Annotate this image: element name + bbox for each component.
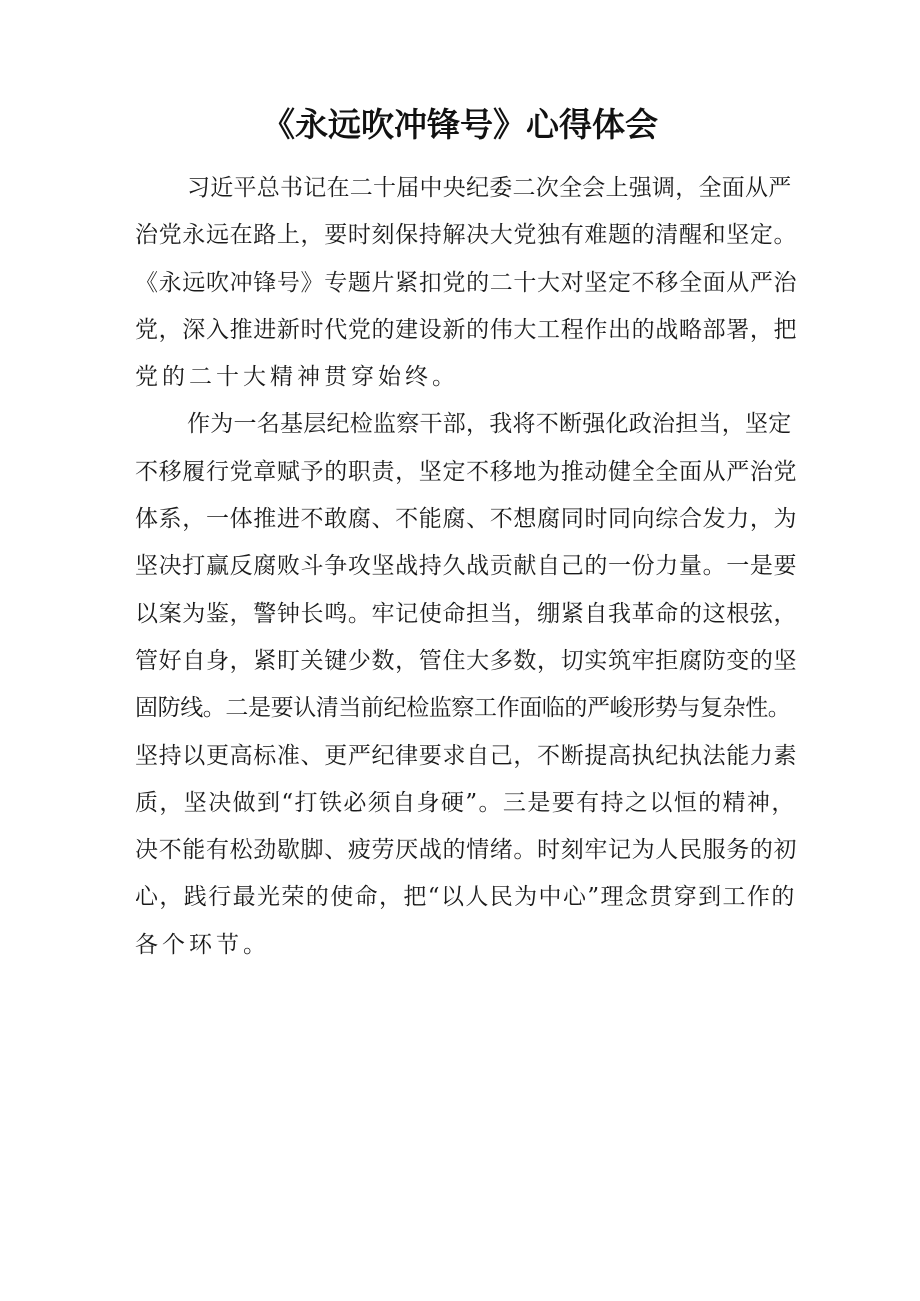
paragraph-line: 决不能有松劲歇脚、疲劳厌战的情绪。时刻牢记为人民服务的初 — [135, 837, 798, 864]
paragraph-line: 固防线。二是要认清当前纪检监察工作面临的严峻形势与复杂性。 — [135, 695, 791, 722]
document-body — [135, 165, 797, 969]
paragraph-2 — [135, 401, 797, 969]
paragraph-line: 心，践行最光荣的使命，把“以人民为中心”理念贯穿到工作的 — [135, 884, 796, 911]
paragraph-line: 党，深入推进新时代党的建设新的伟大工程作出的战略部署，把 — [135, 316, 798, 343]
paragraph-line: 治党永远在路上，要时刻保持解决大党独有难题的清醒和坚定。 — [135, 222, 798, 249]
document-title: 《永远吹冲锋号》心得体会 — [262, 105, 658, 144]
paragraph-line: 《永远吹冲锋号》专题片紧扣党的二十大对坚定不移全面从严治 — [135, 269, 798, 296]
paragraph-line: 坚决打赢反腐败斗争攻坚战持久战贡献自己的一份力量。一是要 — [135, 553, 798, 580]
paragraph-line: 体系，一体推进不敢腐、不能腐、不想腐同时同向综合发力，为 — [135, 506, 798, 533]
paragraph-line: 质，坚决做到“打铁必须自身硬”。三是要有持之以恒的精神， — [135, 789, 796, 816]
paragraph-line: 坚持以更高标准、更严纪律要求自己，不断提高执纪执法能力素 — [135, 742, 798, 769]
paragraph-line: 不移履行党章赋予的职责，坚定不移地为推动健全全面从严治党 — [135, 458, 798, 485]
paragraph-line: 作为一名基层纪检监察干部，我将不断强化政治担当，坚定 — [187, 411, 792, 438]
paragraph-line: 党的二十大精神贯穿始终。 — [135, 364, 459, 391]
paragraph-line: 以案为鉴，警钟长鸣。牢记使命担当，绷紧自我革命的这根弦， — [135, 600, 798, 627]
paragraph-1 — [135, 165, 797, 401]
paragraph-line: 各个环节。 — [135, 931, 270, 958]
paragraph-line: 习近平总书记在二十届中央纪委二次全会上强调，全面从严 — [187, 175, 792, 201]
paragraph-line: 管好自身，紧盯关键少数，管住大多数，切实筑牢拒腐防变的坚 — [135, 647, 798, 674]
